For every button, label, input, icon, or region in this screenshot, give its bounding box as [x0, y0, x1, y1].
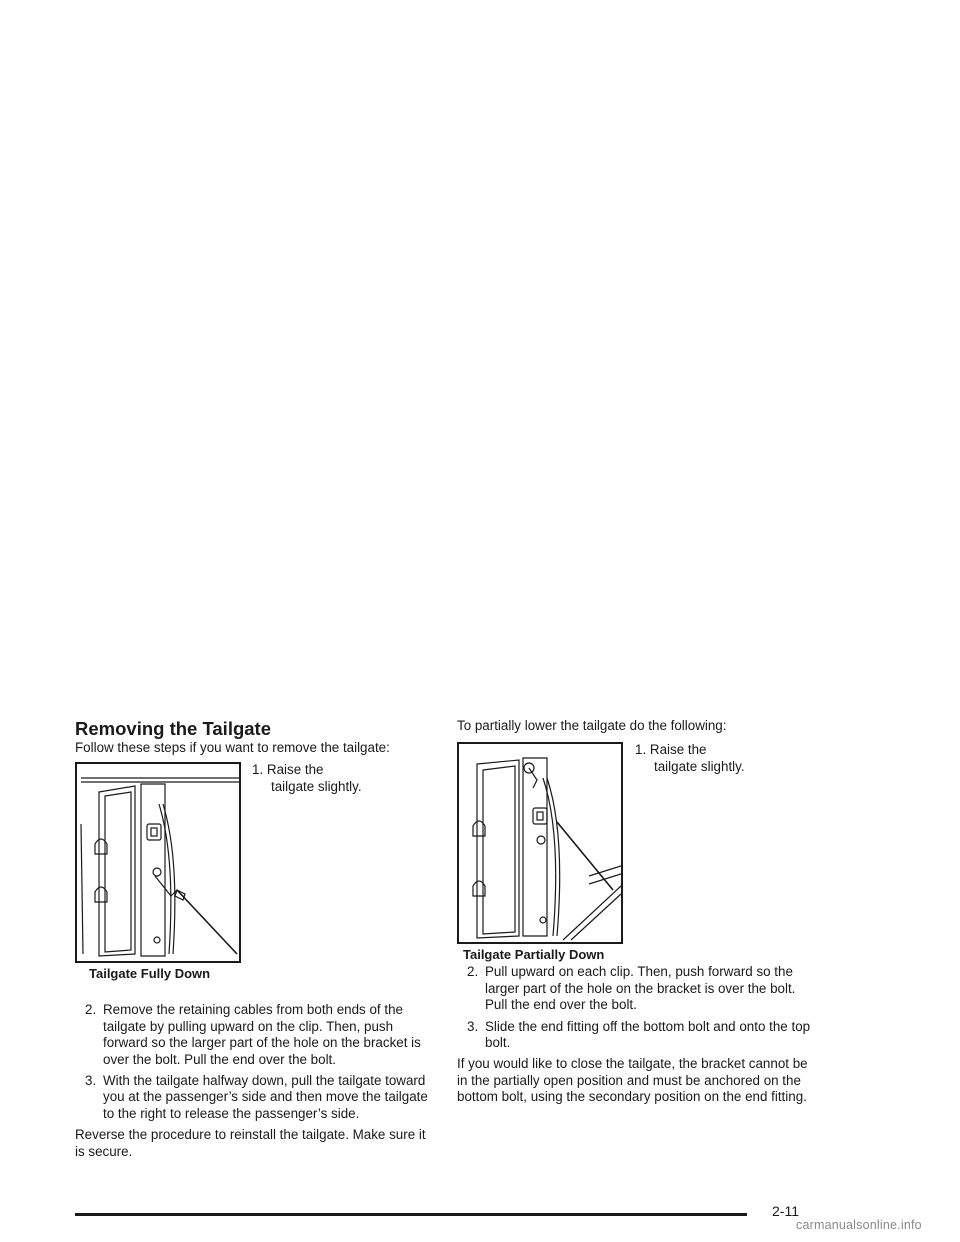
step-number: 3. — [467, 1018, 479, 1034]
step-text-line1: Raise the — [266, 762, 324, 778]
tailgate-partially-down-drawing — [459, 744, 621, 942]
step-2-right — [457, 964, 819, 1013]
step-number: 1. — [252, 762, 264, 778]
step-number: 2. — [467, 964, 479, 980]
left-column — [75, 718, 437, 1160]
step-1-left — [252, 762, 362, 795]
step-number: 1. — [635, 742, 647, 758]
step-3-left — [75, 1073, 437, 1122]
tailgate-fully-down-drawing — [77, 764, 239, 961]
right-intro-text: To partially lower the tailgate do the following: — [457, 718, 727, 733]
step-3-right — [457, 1019, 819, 1052]
section-title: Removing the Tailgate — [75, 718, 271, 739]
tailgate-fully-down-illustration — [75, 762, 241, 963]
step-text-line2: tailgate slightly. — [271, 778, 362, 794]
figure-caption: Tailgate Fully Down — [89, 966, 211, 982]
tailgate-partially-down-illustration — [457, 742, 623, 944]
figure-caption: Tailgate Partially Down — [463, 947, 605, 963]
step-text: Remove the retaining cables from both ends of the tailgate by pulling upward on the clip. Then, push forward so the larger part of the hole on the bracket is over the bolt. Pull the end over the bolt. — [103, 1002, 421, 1067]
right-column — [457, 718, 819, 1106]
step-number: 2. — [85, 1002, 97, 1018]
closing-text: Reverse the procedure to reinstall the tailgate. Make sure it is secure. — [75, 1127, 426, 1159]
step-text: Pull upward on each clip. Then, push forward so the larger part of the hole on the bracket is over the bolt. Pull the end over the bolt. — [485, 964, 796, 1013]
step-text-line2: tailgate slightly. — [654, 758, 745, 774]
figure-row-partially-down — [457, 742, 819, 964]
footer-rule — [75, 1213, 747, 1216]
step-text-line1: Raise the — [649, 742, 707, 758]
step-number: 3. — [85, 1073, 97, 1089]
figure-row-fully-down — [75, 762, 437, 1002]
right-closing-text: If you would like to close the tailgate, the bracket cannot be in the partially open position and must be anchored on the bottom bolt, using the secondary position on the end fitting. — [457, 1056, 808, 1105]
watermark: carmanualsonline.info — [796, 1218, 922, 1232]
step-1-right — [635, 742, 745, 775]
intro-text: Follow these steps if you want to remove the tailgate: — [75, 740, 390, 755]
step-2-left — [75, 1002, 437, 1068]
step-text: With the tailgate halfway down, pull the tailgate toward you at the passenger’s side and then move the tailgate to the right to release the passenger’s side. — [103, 1073, 428, 1121]
page-number: 2-11 — [772, 1203, 799, 1219]
step-text: Slide the end fitting off the bottom bolt and onto the top bolt. — [485, 1018, 811, 1051]
